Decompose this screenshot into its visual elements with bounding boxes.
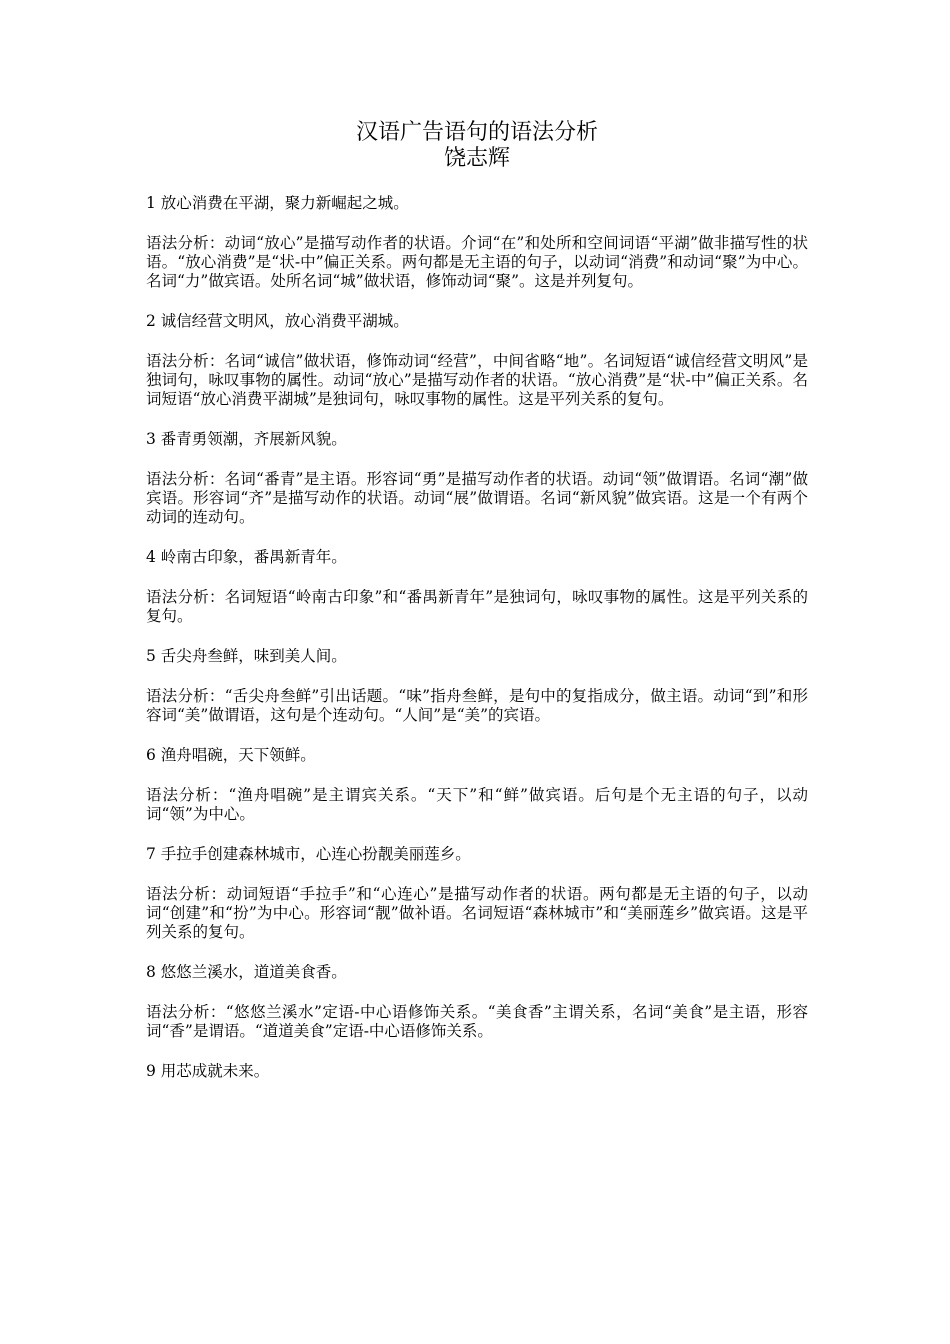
document-author: 饶志辉 [443,146,510,171]
analysis-text: 语法分析：动词“放心”是描写动作者的状语。介词“在”和处所和空间词语“平湖”做非描写性的状语。“放心消费”是“状-中”偏正关系。两句都是无主语的句子，以动词“消费”和动词“聚”为中心。名词“力”做宾语。处所名词“城”做状语，修饰动词“聚”。这是并列复句。 [146,234,808,290]
slogan-text: 2 诚信经营文明风，放心消费平湖城。 [146,312,409,330]
document-page [146,120,808,1102]
slogan-text: 1 放心消费在平湖，聚力新崛起之城。 [146,194,409,212]
slogan-text: 8 悠悠兰溪水，道道美食香。 [146,963,347,981]
analysis-text: 语法分析：“悠悠兰溪水”定语-中心语修饰关系。“美食香”主谓关系，名词“美食”是主语，形容词“香”是谓语。“道道美食”定语-中心语修饰关系。 [146,1003,808,1040]
entry-4 [146,548,808,626]
entry-8 [146,963,808,1041]
entry-7 [146,845,808,942]
slogan-text: 5 舌尖舟叁鲜，味到美人间。 [146,647,347,665]
entry-6 [146,746,808,824]
entry-2 [146,312,808,409]
slogan-text: 4 岭南古印象，番禺新青年。 [146,548,347,566]
document-title: 汉语广告语句的语法分析 [355,120,598,145]
entry-3 [146,430,808,527]
slogan-text: 6 渔舟唱碗，天下领鲜。 [146,746,316,764]
analysis-text: 语法分析：“舌尖舟叁鲜”引出话题。“味”指舟叁鲜，是句中的复指成分，做主语。动词“到”和形容词“美”做谓语，这句是个连动句。“人间”是“美”的宾语。 [146,687,808,724]
slogan-text: 9 用芯成就未来。 [146,1062,270,1080]
analysis-text: 语法分析：名词短语“岭南古印象”和“番禺新青年”是独词句，咏叹事物的属性。这是平列关系的复句。 [146,588,808,625]
entry-1 [146,194,808,291]
analysis-text: 语法分析：名词“诚信”做状语，修饰动词“经营”，中间省略“地”。名词短语“诚信经营文明风”是独词句，咏叹事物的属性。动词“放心”是描写动作者的状语。“放心消费”是“状-中”偏正关系。名词短语“放心消费平湖城”是独词句，咏叹事物的属性。这是平列关系的复句。 [146,352,808,408]
slogan-text: 7 手拉手创建森林城市，心连心扮靓美丽莲乡。 [146,845,471,863]
entry-5 [146,647,808,725]
analysis-text: 语法分析：名词“番青”是主语。形容词“勇”是描写动作者的状语。动词“领”做谓语。名词“潮”做宾语。形容词“齐”是描写动作的状语。动词“展”做谓语。名词“新风貌”做宾语。这是一个有两个动词的连动句。 [146,470,808,526]
analysis-text: 语法分析：“渔舟唱碗”是主谓宾关系。“天下”和“鲜”做宾语。后句是个无主语的句子，以动词“领”为中心。 [146,786,808,823]
entry-9 [146,1062,808,1081]
analysis-text: 语法分析：动词短语“手拉手”和“心连心”是描写动作者的状语。两句都是无主语的句子，以动词“创建”和“扮”为中心。形容词“靓”做补语。名词短语“森林城市”和“美丽莲乡”做宾语。这是平列关系的复句。 [146,885,808,941]
slogan-text: 3 番青勇领潮，齐展新风貌。 [146,430,347,448]
